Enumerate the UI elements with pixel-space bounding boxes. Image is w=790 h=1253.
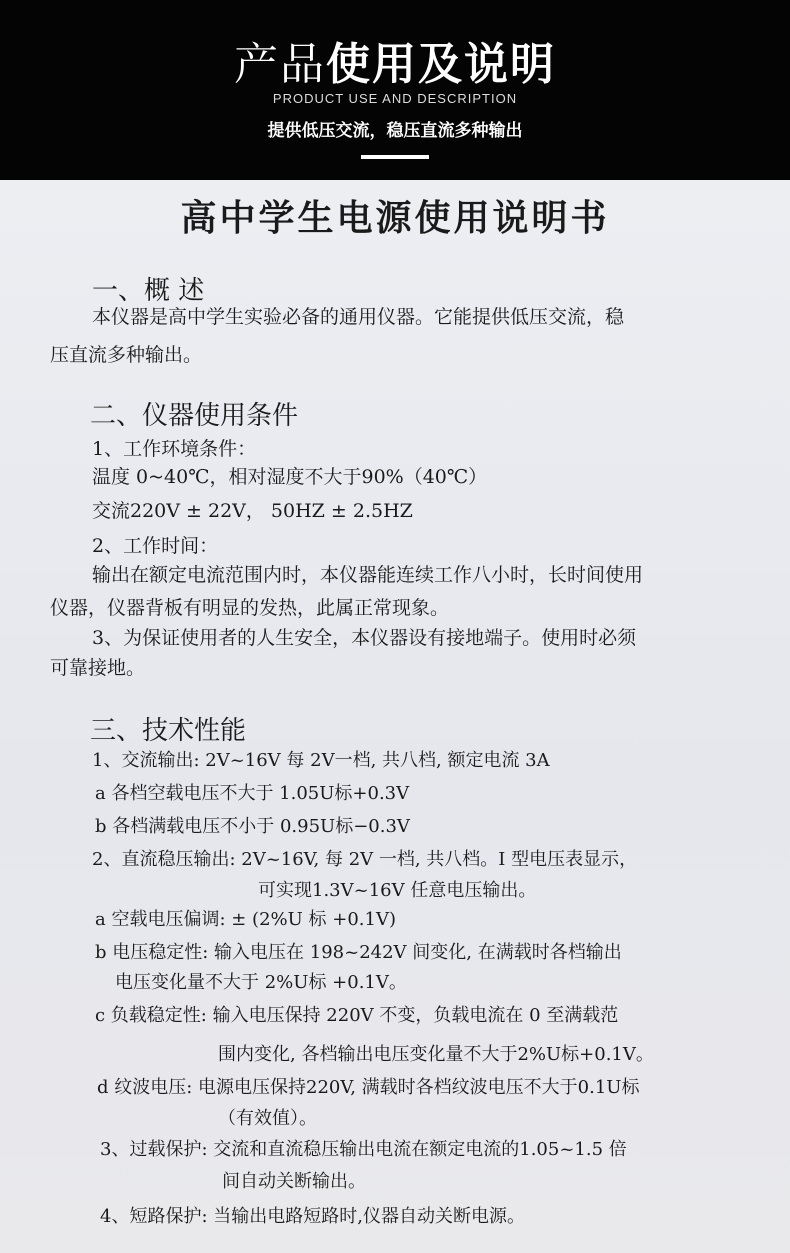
section-2-text-line: 仪器，仪器背板有明显的发热，此属正常现象。 bbox=[50, 597, 450, 619]
title-light: 产品 bbox=[234, 39, 326, 90]
document-title: 高中学生电源使用说明书 bbox=[180, 197, 610, 239]
section-3-heading: 三、技术性能 bbox=[90, 716, 247, 746]
section-3-text-line: 围内变化, 各档输出电压变化量不大于2%U标+0.1V。 bbox=[218, 1044, 654, 1065]
section-3-text-line: a 各档空载电压不大于 1.05U标+0.3V bbox=[95, 783, 410, 804]
section-2-text-line: 1、工作环境条件： bbox=[92, 438, 257, 460]
section-3-text-line: 4、短路保护: 当输出电路短路时,仪器自动关断电源。 bbox=[100, 1206, 525, 1227]
section-3-text-line: （有效值）。 bbox=[218, 1108, 317, 1129]
title-bold: 使用及说明 bbox=[326, 39, 556, 90]
section-3-text-line: 1、交流输出: 2V~16V 每 2V一档, 共八档, 额定电流 3A bbox=[92, 750, 550, 771]
section-3-text-line: 3、过载保护: 交流和直流稳压输出电流在额定电流的1.05~1.5 倍 bbox=[100, 1139, 627, 1160]
section-3-text-line: 间自动关断输出。 bbox=[222, 1171, 366, 1192]
section-3-text-line: b 各档满载电压不小于 0.95U标−0.3V bbox=[95, 816, 410, 837]
section-1-text-line: 压直流多种输出。 bbox=[50, 344, 203, 366]
section-2-text-line: 3、为保证使用者的人生安全，本仪器设有接地端子。使用时必须 bbox=[92, 627, 637, 649]
section-2-text-line: 可靠接地。 bbox=[50, 657, 146, 679]
section-2-text-line: 2、工作时间： bbox=[92, 535, 219, 557]
page-title bbox=[0, 28, 790, 92]
section-1-text-line: 本仪器是高中学生实验必备的通用仪器。它能提供低压交流，稳 bbox=[92, 306, 625, 328]
section-1-heading: 一、概 述 bbox=[92, 276, 205, 306]
subtitle-english: PRODUCT USE AND DESCRIPTION bbox=[272, 91, 518, 106]
subtitle-chinese: 提供低压交流，稳压直流多种输出 bbox=[267, 121, 523, 141]
section-2-text-line: 交流220V ± 22V， 50HZ ± 2.5HZ bbox=[92, 500, 413, 522]
section-3-text-line: 2、直流稳压输出: 2V~16V, 每 2V 一档, 共八档。I 型电压表显示， bbox=[92, 849, 638, 870]
section-2-text-line: 温度 0~40℃，相对湿度不大于90%（40℃） bbox=[92, 466, 488, 488]
section-3-text-line: c 负载稳定性: 输入电压保持 220V 不变，负载电流在 0 至满载范 bbox=[95, 1005, 619, 1026]
section-3-text-line: d 纹波电压: 电源电压保持220V, 满载时各档纹波电压不大于0.1U标 bbox=[97, 1077, 640, 1098]
section-2-heading: 二、仪器使用条件 bbox=[90, 401, 299, 431]
title-underline bbox=[361, 155, 429, 159]
section-2-text-line: 输出在额定电流范围内时，本仪器能连续工作八小时，长时间使用 bbox=[92, 564, 644, 586]
section-3-text-line: b 电压稳定性: 输入电压在 198~242V 间变化, 在满载时各档输出 bbox=[95, 942, 622, 963]
section-3-text-line: a 空载电压偏调: ± (2%U 标 +0.1V) bbox=[95, 909, 396, 930]
section-3-text-line: 电压变化量不大于 2%U标 +0.1V。 bbox=[115, 972, 407, 993]
header-banner bbox=[0, 0, 790, 180]
section-3-text-line: 可实现1.3V~16V 任意电压输出。 bbox=[258, 880, 537, 901]
